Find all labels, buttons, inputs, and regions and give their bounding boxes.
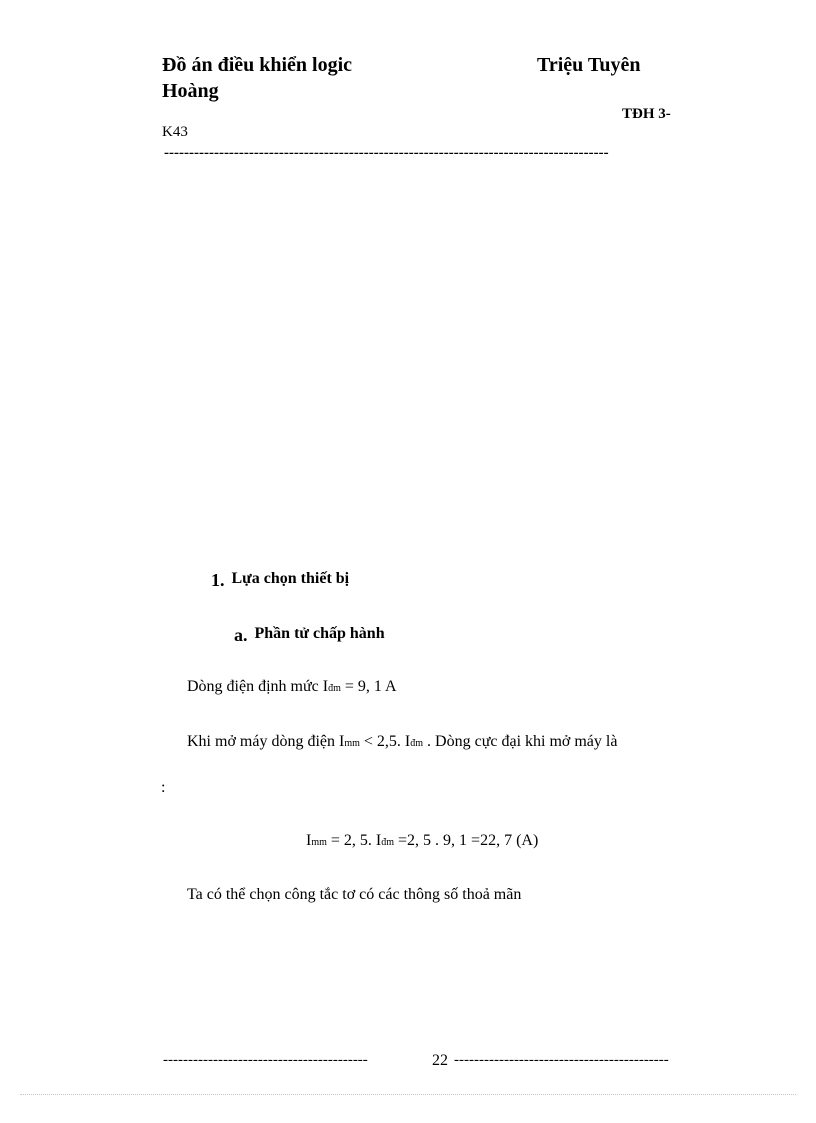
formula-subscript-mm: mm bbox=[311, 837, 327, 848]
header-author-continued: Hoàng bbox=[162, 80, 219, 102]
formula-subscript-dm: đm bbox=[381, 837, 395, 848]
rated-current-subscript: đm bbox=[328, 683, 341, 694]
header-title: Đồ án điều khiển logic bbox=[162, 54, 353, 76]
startup-current-subscript-mm: mm bbox=[344, 738, 360, 749]
section-title: Lựa chọn thiết bị bbox=[231, 570, 350, 587]
header-class-continued: K43 bbox=[162, 124, 188, 140]
startup-current-prefix: Khi mở máy dòng điện I bbox=[187, 733, 345, 750]
formula-suffix: =2, 5 . 9, 1 =22, 7 (A) bbox=[394, 832, 539, 849]
rated-current-suffix: = 9, 1 A bbox=[340, 678, 397, 695]
header-author: Triệu Tuyên bbox=[537, 54, 641, 76]
footer-rule-right: ------------------------------------------- bbox=[454, 1052, 669, 1068]
formula-symbol: I bbox=[306, 832, 312, 849]
colon-line: : bbox=[161, 779, 166, 796]
max-current-formula bbox=[306, 832, 538, 850]
startup-current-suffix: . Dòng cực đại khi mở máy là bbox=[423, 733, 618, 750]
subsection-heading bbox=[234, 625, 385, 646]
section-heading bbox=[211, 570, 349, 591]
footer-rule-left: ----------------------------------------- bbox=[163, 1052, 368, 1068]
startup-current-subscript-dm: đm bbox=[410, 738, 424, 749]
page-bottom-border bbox=[20, 1094, 796, 1095]
startup-current-mid: < 2,5. I bbox=[359, 733, 411, 750]
header-class: TĐH 3- bbox=[622, 106, 671, 122]
startup-current-line bbox=[187, 733, 617, 751]
formula-mid: = 2, 5. I bbox=[326, 832, 382, 849]
subsection-title: Phần tử chấp hành bbox=[254, 625, 385, 642]
rated-current-prefix: Dòng điện định mức I bbox=[187, 678, 329, 695]
section-number: 1. bbox=[211, 570, 225, 590]
page-number: 22 bbox=[432, 1052, 448, 1069]
subsection-letter: a. bbox=[234, 625, 248, 645]
contactor-selection-line: Ta có thể chọn công tắc tơ có các thông số thoả mãn bbox=[187, 886, 522, 903]
header-rule: ----------------------------------------------------------------------------------------- bbox=[164, 145, 609, 161]
rated-current-line bbox=[187, 678, 397, 696]
